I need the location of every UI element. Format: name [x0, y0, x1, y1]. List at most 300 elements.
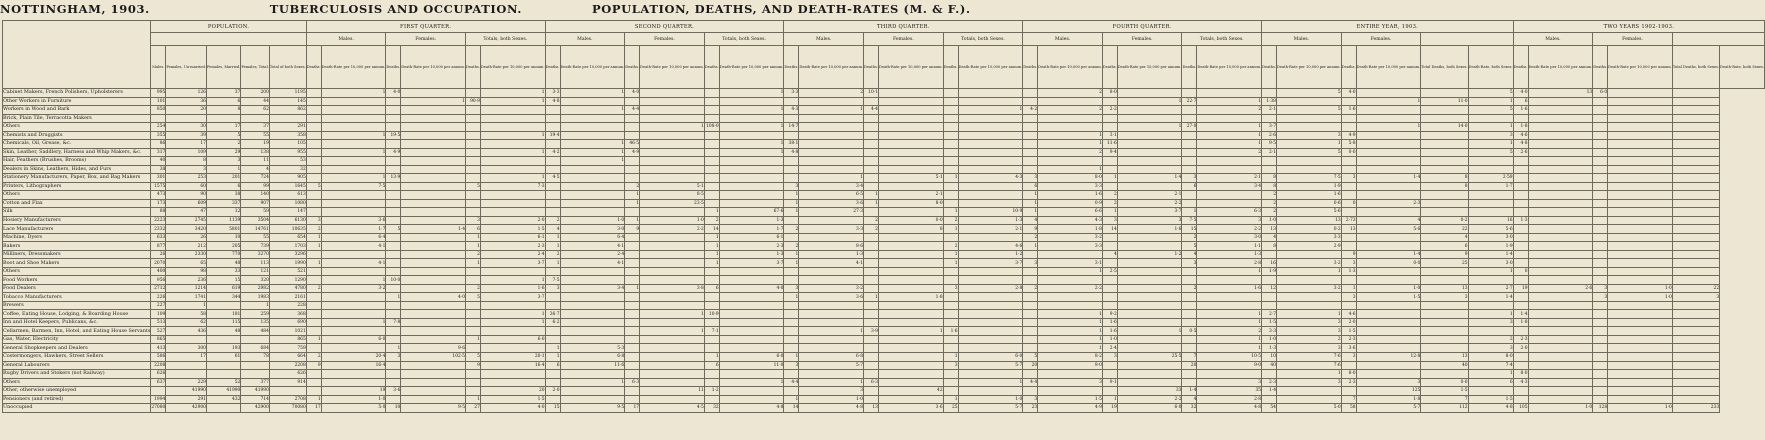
- table-cell: [1182, 131, 1197, 140]
- table-cell: [943, 182, 958, 191]
- table-cell: [958, 89, 1023, 98]
- table-cell: 29: [206, 148, 240, 157]
- table-cell: 135: [241, 318, 270, 327]
- table-cell: 400: [151, 267, 166, 276]
- table-cell: [1182, 157, 1197, 166]
- table-cell: [1672, 97, 1719, 106]
- table-cell: [386, 361, 401, 370]
- table-cell: 2·2: [1117, 395, 1182, 404]
- table-cell: [1117, 301, 1182, 310]
- table-cell: [401, 387, 466, 396]
- table-cell: 3: [166, 165, 207, 174]
- table-cell: 17: [166, 140, 207, 149]
- table-cell: [719, 318, 784, 327]
- table-cell: [465, 267, 480, 276]
- table-cell: [241, 361, 270, 370]
- table-cell: 4·2: [1023, 106, 1038, 115]
- table-cell: [1672, 378, 1719, 387]
- table-cell: 9: [1421, 250, 1468, 259]
- table-cell: 12: [206, 208, 240, 217]
- table-cell: 1: [719, 123, 784, 132]
- table-cell: [1356, 131, 1421, 140]
- table-cell: 2·1: [1262, 148, 1277, 157]
- table-cell: [386, 165, 401, 174]
- table-cell: 1: [864, 293, 879, 302]
- table-cell: [386, 259, 401, 268]
- statistics-table: [2, 20, 1765, 413]
- table-cell: 1·9: [1468, 242, 1513, 251]
- table-cell: [943, 318, 958, 327]
- column-header: Death-Rate per 10,000 per annum.: [958, 46, 1023, 89]
- table-cell: 13: [1528, 89, 1593, 98]
- table-cell: 1·0: [1356, 284, 1421, 293]
- subgroup-header: [1672, 33, 1764, 46]
- table-cell: [321, 140, 386, 149]
- table-cell: 1: [878, 327, 943, 336]
- table-cell: 956: [151, 276, 166, 285]
- table-cell: [465, 131, 480, 140]
- table-cell: 2·1: [1197, 174, 1262, 183]
- table-cell: [864, 250, 879, 259]
- subgroup-header: Females.: [864, 33, 944, 46]
- table-cell: 109: [166, 148, 207, 157]
- table-cell: 41990: [206, 387, 240, 396]
- table-cell: [1608, 242, 1673, 251]
- table-row: [3, 106, 1765, 115]
- group-header: ENTIRE YEAR, 1903.: [1262, 21, 1514, 33]
- table-cell: [943, 123, 958, 132]
- table-cell: 193: [206, 344, 240, 353]
- table-cell: [784, 233, 799, 242]
- table-cell: [1038, 250, 1103, 259]
- table-cell: [306, 318, 321, 327]
- table-cell: [465, 106, 480, 115]
- table-cell: 724: [241, 174, 270, 183]
- table-cell: [704, 335, 719, 344]
- table-row: [3, 123, 1765, 132]
- table-cell: 7·5: [321, 182, 386, 191]
- table-cell: [1672, 335, 1719, 344]
- table-cell: 23: [1023, 404, 1038, 413]
- table-cell: [799, 216, 864, 225]
- table-cell: [1023, 148, 1038, 157]
- table-cell: 1: [719, 106, 784, 115]
- table-cell: [943, 387, 958, 396]
- table-cell: 3·3: [799, 225, 864, 234]
- table-cell: [704, 276, 719, 285]
- table-cell: [1341, 361, 1356, 370]
- table-cell: 1: [1023, 242, 1038, 251]
- table-cell: [1356, 148, 1421, 157]
- table-cell: [1117, 114, 1182, 123]
- table-cell: 7·5: [1182, 216, 1197, 225]
- table-cell: 1·3: [799, 250, 864, 259]
- table-cell: [864, 335, 879, 344]
- table-cell: 16: [1468, 216, 1513, 225]
- table-cell: 6·1: [480, 233, 545, 242]
- table-cell: [1421, 131, 1468, 140]
- table-cell: 27: [465, 404, 480, 413]
- table-cell: [1528, 267, 1593, 276]
- table-cell: [1528, 131, 1593, 140]
- table-cell: [943, 140, 958, 149]
- table-cell: 865: [151, 335, 166, 344]
- table-cell: [719, 370, 784, 379]
- table-cell: 3: [1117, 216, 1182, 225]
- table-cell: [1528, 387, 1593, 396]
- table-cell: [1182, 301, 1197, 310]
- table-cell: [1102, 361, 1117, 370]
- table-cell: 6: [1468, 378, 1513, 387]
- table-cell: [465, 140, 480, 149]
- table-cell: [625, 157, 640, 166]
- subgroup-header: Totals, both Sexes.: [704, 33, 784, 46]
- table-cell: 2·1: [1117, 191, 1182, 200]
- table-cell: [321, 370, 386, 379]
- table-cell: 201: [206, 174, 240, 183]
- table-cell: 3·6: [1341, 344, 1356, 353]
- table-cell: [878, 352, 943, 361]
- table-cell: [386, 301, 401, 310]
- table-cell: [545, 370, 560, 379]
- table-cell: 3: [1593, 293, 1608, 302]
- table-cell: 10: [206, 233, 240, 242]
- table-cell: 27080: [151, 405, 166, 411]
- table-cell: 3: [1468, 131, 1513, 140]
- table-cell: 19: [241, 140, 270, 149]
- table-cell: [799, 140, 864, 149]
- table-cell: [1038, 293, 1103, 302]
- table-cell: [1513, 387, 1528, 396]
- table-cell: [166, 370, 207, 379]
- table-row: [3, 267, 1765, 276]
- table-cell: [704, 395, 719, 404]
- subgroup-header: Males.: [1262, 33, 1342, 46]
- table-cell: 5: [465, 293, 480, 302]
- table-cell: 877: [151, 242, 166, 251]
- table-cell: 1: [321, 318, 386, 327]
- table-cell: [560, 114, 625, 123]
- table-cell: 3: [1197, 378, 1262, 387]
- table-cell: 2208: [151, 361, 166, 370]
- table-cell: [1528, 361, 1593, 370]
- table-cell: 3: [206, 157, 240, 166]
- table-cell: 5: [306, 182, 321, 191]
- table-cell: [480, 267, 545, 276]
- table-cell: [719, 395, 784, 404]
- table-cell: [719, 293, 784, 302]
- table-cell: 1·5: [1262, 318, 1277, 327]
- occupation-name: Cellarmen, Barmen, Inn, Hotel, and Eating House Servants: [3, 327, 151, 334]
- table-cell: 626: [151, 370, 166, 379]
- table-cell: [241, 335, 270, 344]
- table-cell: 7·5: [1276, 174, 1341, 183]
- table-cell: [958, 140, 1023, 149]
- table-cell: 90·9: [465, 97, 480, 106]
- table-cell: [640, 344, 705, 353]
- table-cell: [1117, 361, 1182, 370]
- table-cell: [386, 114, 401, 123]
- table-cell: [1672, 106, 1719, 115]
- table-cell: 20: [480, 387, 545, 396]
- table-cell: [1023, 276, 1038, 285]
- table-cell: [545, 191, 560, 200]
- table-cell: [878, 310, 943, 319]
- occupation-name: Workers in Wood and Bark: [3, 106, 151, 115]
- table-cell: [1672, 140, 1719, 149]
- table-cell: 1: [545, 344, 560, 353]
- table-cell: 1: [401, 97, 466, 106]
- table-cell: [1528, 106, 1593, 115]
- subgroup-header: Males.: [545, 33, 625, 46]
- table-cell: [878, 284, 943, 293]
- table-cell: [545, 140, 560, 149]
- table-cell: 138: [241, 148, 270, 157]
- table-cell: 3: [784, 361, 799, 370]
- table-cell: [1421, 310, 1468, 319]
- table-cell: [625, 97, 640, 106]
- table-cell: 2: [1023, 233, 1038, 242]
- table-cell: 1·7: [719, 225, 784, 234]
- table-row: [3, 131, 1765, 140]
- table-cell: 2·1: [1262, 106, 1277, 115]
- table-cell: [1197, 165, 1262, 174]
- table-cell: [1608, 114, 1673, 123]
- table-cell: 5·7: [1356, 404, 1421, 413]
- table-cell: 9·2: [1102, 310, 1117, 319]
- table-cell: [1528, 208, 1593, 217]
- table-cell: [306, 174, 321, 183]
- table-cell: 4: [1356, 216, 1421, 225]
- occupation-name: Machine, Dyers: [3, 233, 151, 242]
- table-cell: 5: [1023, 352, 1038, 361]
- table-cell: [401, 208, 466, 217]
- table-cell: [958, 165, 1023, 174]
- table-cell: 6·0: [321, 335, 386, 344]
- column-header: Death-Rate per 10,000 per annum.: [1038, 46, 1103, 89]
- table-row: [3, 140, 1765, 149]
- table-cell: 6·0: [719, 352, 784, 361]
- table-cell: 619: [206, 284, 240, 293]
- table-cell: 2·8: [1197, 259, 1262, 268]
- table-cell: 105: [269, 140, 306, 149]
- table-cell: 1·5: [480, 395, 545, 404]
- table-cell: [1672, 318, 1719, 327]
- table-cell: [864, 352, 879, 361]
- table-cell: 2: [1102, 191, 1117, 200]
- table-cell: [1421, 140, 1468, 149]
- table-cell: [1608, 310, 1673, 319]
- table-cell: 1: [1023, 199, 1038, 208]
- table-cell: [704, 140, 719, 149]
- table-cell: 1: [784, 250, 799, 259]
- table-cell: [480, 370, 545, 379]
- table-cell: [719, 310, 784, 319]
- table-cell: [864, 114, 879, 123]
- table-cell: [799, 233, 864, 242]
- table-cell: [1608, 191, 1673, 200]
- occupation-name: Hair, Feathers (Brushes, Brooms): [3, 157, 151, 166]
- column-header: Death-Rate per 10,000 per annum.: [1528, 46, 1593, 89]
- table-cell: 770: [206, 250, 240, 259]
- table-cell: 3: [1276, 131, 1341, 140]
- table-cell: 259: [241, 310, 270, 319]
- table-row: [3, 404, 1765, 413]
- table-cell: [321, 327, 386, 336]
- table-cell: [1038, 114, 1103, 123]
- table-cell: 3: [1023, 259, 1038, 268]
- table-cell: [1672, 89, 1719, 98]
- table-cell: 3·0: [560, 225, 625, 234]
- table-cell: 112: [1421, 404, 1468, 413]
- table-cell: [625, 361, 640, 370]
- table-cell: 8·0: [1102, 89, 1117, 98]
- table-cell: [166, 361, 207, 370]
- table-cell: [321, 165, 386, 174]
- table-cell: 4: [1102, 250, 1117, 259]
- table-cell: [1593, 148, 1608, 157]
- table-cell: [1608, 123, 1673, 132]
- occupation-name: Milliners, Dressmakers: [3, 250, 151, 259]
- table-cell: 229: [166, 378, 207, 387]
- table-cell: 16: [1262, 259, 1277, 268]
- column-header: Death-Rate per 10,000 per annum.: [1608, 46, 1673, 89]
- table-cell: [1528, 344, 1593, 353]
- table-cell: [1117, 165, 1182, 174]
- table-cell: 690: [269, 318, 306, 327]
- table-cell: [1672, 327, 1719, 336]
- table-cell: [465, 89, 480, 98]
- table-cell: 58: [166, 310, 207, 319]
- table-cell: 3·2: [799, 284, 864, 293]
- table-cell: 6: [1023, 182, 1038, 191]
- table-cell: [321, 208, 386, 217]
- table-row: [3, 370, 1765, 379]
- table-cell: [1593, 140, 1608, 149]
- table-cell: [1356, 106, 1421, 115]
- table-cell: [799, 318, 864, 327]
- occupation-name: General Shopkeepers and Dealers: [3, 344, 151, 353]
- table-cell: 1: [1468, 140, 1513, 149]
- table-cell: [1356, 157, 1421, 166]
- table-cell: 1: [1197, 310, 1262, 319]
- table-cell: [799, 310, 864, 319]
- table-cell: [1528, 165, 1593, 174]
- table-cell: [1102, 114, 1117, 123]
- table-cell: 2: [1197, 106, 1262, 115]
- table-cell: 58: [1341, 404, 1356, 413]
- table-cell: 2708: [269, 395, 306, 404]
- table-cell: [321, 310, 386, 319]
- table-cell: [401, 250, 466, 259]
- table-cell: [1182, 191, 1197, 200]
- table-cell: 8·6: [799, 242, 864, 251]
- table-cell: [864, 242, 879, 251]
- table-cell: [1672, 370, 1719, 379]
- table-cell: 0·6: [1276, 199, 1341, 208]
- table-cell: 1: [1276, 267, 1341, 276]
- table-cell: [386, 378, 401, 387]
- table-cell: 1195: [269, 89, 306, 98]
- table-cell: [784, 267, 799, 276]
- table-cell: [401, 284, 466, 293]
- table-cell: 1: [1197, 97, 1262, 106]
- table-cell: 40: [1421, 361, 1468, 370]
- table-cell: 1·0: [1608, 404, 1673, 413]
- table-cell: [864, 370, 879, 379]
- table-cell: [1528, 140, 1593, 149]
- table-cell: [1023, 89, 1038, 98]
- table-cell: [958, 199, 1023, 208]
- table-cell: 473: [151, 191, 166, 200]
- table-cell: 98: [166, 267, 207, 276]
- table-cell: 38: [151, 165, 166, 174]
- table-cell: [480, 378, 545, 387]
- table-cell: 37: [206, 89, 240, 98]
- table-cell: [386, 250, 401, 259]
- table-cell: 6: [465, 225, 480, 234]
- table-cell: 19·4: [545, 131, 560, 140]
- table-cell: 32: [269, 165, 306, 174]
- table-cell: [1513, 114, 1528, 123]
- table-cell: 2: [864, 225, 879, 234]
- table-cell: 2: [1038, 89, 1103, 98]
- table-cell: 1: [784, 208, 799, 217]
- table-cell: [719, 199, 784, 208]
- table-cell: 7·1: [704, 327, 719, 336]
- table-cell: 1: [480, 148, 545, 157]
- group-header: TWO YEARS 1902-1903.: [1513, 21, 1765, 33]
- table-cell: 3·7: [1262, 123, 1277, 132]
- table-cell: [864, 284, 879, 293]
- table-cell: 5·6: [1356, 225, 1421, 234]
- table-cell: [1341, 97, 1356, 106]
- table-cell: 9·5: [560, 404, 625, 413]
- table-cell: 5: [1276, 89, 1341, 98]
- table-cell: 5·8: [1341, 140, 1356, 149]
- table-cell: [784, 157, 799, 166]
- table-cell: 2332: [151, 225, 166, 234]
- table-cell: 4·9: [386, 148, 401, 157]
- table-cell: [1672, 225, 1719, 234]
- column-header: Death-Rate per 10,000 per annum.: [799, 46, 864, 89]
- table-cell: 7: [1341, 395, 1356, 404]
- table-cell: 55: [241, 233, 270, 242]
- table-cell: [465, 165, 480, 174]
- population-subheader: [151, 33, 306, 46]
- table-cell: [386, 370, 401, 379]
- table-cell: 6·1: [719, 233, 784, 242]
- table-cell: 2: [1262, 191, 1277, 200]
- table-cell: 20: [166, 106, 207, 115]
- table-cell: [560, 191, 625, 200]
- table-cell: [480, 327, 545, 336]
- table-cell: [1513, 293, 1528, 302]
- table-cell: [864, 140, 879, 149]
- table-cell: 11·6: [560, 361, 625, 370]
- table-cell: [386, 191, 401, 200]
- table-cell: 955: [269, 148, 306, 157]
- table-cell: [1356, 276, 1421, 285]
- table-cell: 5·0: [1276, 404, 1341, 413]
- table-cell: 5: [1276, 106, 1341, 115]
- table-cell: 3·3: [545, 89, 560, 98]
- table-cell: 8: [1262, 242, 1277, 251]
- table-cell: 1575: [151, 182, 166, 191]
- table-cell: [625, 310, 640, 319]
- table-cell: 2745: [166, 216, 207, 225]
- table-cell: [704, 344, 719, 353]
